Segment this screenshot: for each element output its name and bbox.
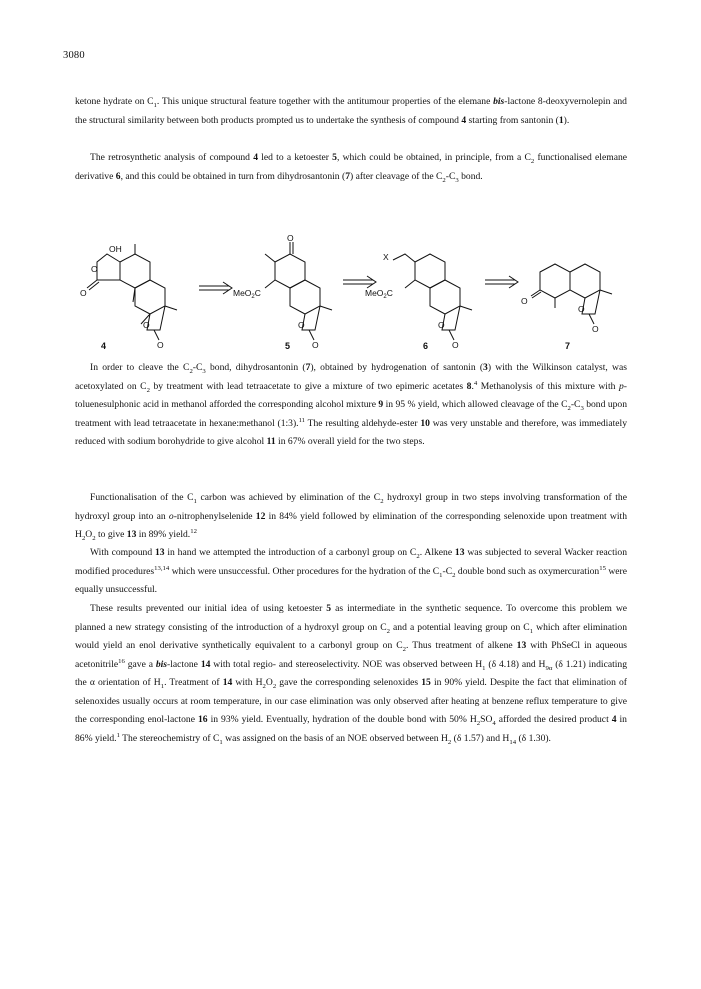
atom-label-o: O — [80, 288, 87, 298]
retrosynthesis-scheme — [75, 232, 627, 352]
atom-label-o: O — [592, 324, 599, 334]
structure-compound-4 — [87, 244, 177, 340]
atom-label-o: O — [521, 296, 528, 306]
paragraph-6: These results prevented our initial idea of using ketoester 5 as intermediate in the synthetic sequence. To overcome this problem we planned a new strategy consisting of the introduction of a hydroxyl group on $C_2$ and a potential leaving group on $C_1$ which after elimination would yield an enol derivative synthetically equivalent to a carbonyl group on $C_2$. Thus treatment of alkene 13 with PhSeCl in aqueous acetonitrile$^{16}$ gave a bis-lactone 14 with total regio- and stereoselectivity. NOE was observed between $H_1$ (δ 4.18) and $H_{9\alpha}$ (δ 1.21) indicating the α orientation of $H_1$. Treatment of 14 with $H_2O_2$ gave the corresponding selenoxides 15 in 90% yield. Despite the fact that elimination of selenoxides usually occurs at room temperature, in our case elimination was only observed after heating at benzene reflux temperature to give the corresponding enol-lactone 16 in 93% yield. Eventually, hydration of the double bond with 50% $H_2SO_4$ afforded the desired product 4 in 86% yield.$^1$ The stereochemistry of $C_1$ was assigned on the basis of an NOE observed between $H_2$ (δ 1.57) and $H_{14}$ (δ 1.30). — [75, 603, 628, 746]
atom-label-o: O — [578, 304, 585, 314]
atom-label-o: O — [312, 340, 319, 350]
paragraph-3: In order to cleave the $C_2-C_3$ bond, dihydrosantonin (7), obtained by hydrogenation of santonin (3) with the Wilkinson catalyst, was acetoxylated on $C_2$ by treatment with lead tetraacetate to give a mixture of two epimeric acetates 8.$^4$ Methanolysis of this mixture with p-toluenesulphonic acid in methanol afforded the corresponding alcohol mixture 9 in 95 % yield, which allowed cleavage of the $C_2-C_3$ bond upon treatment with lead tetraacetate in hexane:methanol (1:3).$^{11}$ The resulting aldehyde-ester 10 was very unstable and therefore, was immediately reduced with sodium borohydride to give alcohol 11 in 67% overall yield for the two steps. — [75, 362, 628, 447]
structure-compound-6 — [393, 254, 472, 340]
atom-label-oh: OH — [109, 244, 122, 254]
compound-number-6: 6 — [423, 341, 429, 351]
atom-label-o: O — [452, 340, 459, 350]
paragraph-2: The retrosynthetic analysis of compound 4 led to a ketoester 5, which could be obtained, in principle, from a $C_2$ functionalised elemane derivative 6, and this could be obtained in turn from dihydrosantonin (7) after cleavage of the $C_2-C_3$ bond. — [75, 152, 628, 184]
page-number: 3080 — [63, 50, 85, 61]
atom-label-x: X — [383, 252, 389, 262]
compound-number-5: 5 — [285, 341, 291, 351]
paragraph-1: ketone hydrate on $C_1$. This unique structural feature together with the antitumour properties of the elemane bis-lactone 8-deoxyvernolepin and the structural similarity between both products prompted us to undertake the synthesis of compound 4 starting from santonin (1). — [75, 96, 627, 126]
retro-arrow-3 — [485, 276, 518, 288]
atom-label-o: O — [157, 340, 164, 350]
retro-arrow-2 — [343, 276, 376, 288]
ester-label: MeO$_2$C — [233, 288, 261, 300]
atom-label-o: O — [298, 320, 305, 330]
atom-label-o: O — [287, 233, 294, 243]
atom-label-o: O — [143, 320, 150, 330]
atom-label-o: O — [438, 320, 445, 330]
ester-label: MeO$_2$C — [365, 288, 393, 300]
paragraph-4: Functionalisation of the $C_1$ carbon was achieved by elimination of the $C_2$ hydroxyl group in two steps involving transformation of the hydroxyl group into an o-nitrophenylselenide 12 in 84% yield followed by elimination of the corresponding selenoxide upon treatment with $H_2O_2$ to give 13 in 89% yield.$^{12}$ — [75, 492, 627, 542]
structure-compound-7 — [531, 264, 612, 324]
compound-number-7: 7 — [565, 341, 571, 351]
atom-label-o: O — [91, 264, 98, 274]
compound-number-4: 4 — [101, 341, 107, 351]
paragraph-5: With compound 13 in hand we attempted the introduction of a carbonyl group on $C_2$. Alkene 13 was subjected to several Wacker reaction modified procedures$^{13,14}$ which were unsuccessful. Other procedures for the hydration of the $C_1-C_2$ double bond such as oxymercuration$^{15}$ were equally unsuccessful. — [75, 547, 628, 595]
retro-arrow-1 — [199, 282, 232, 294]
